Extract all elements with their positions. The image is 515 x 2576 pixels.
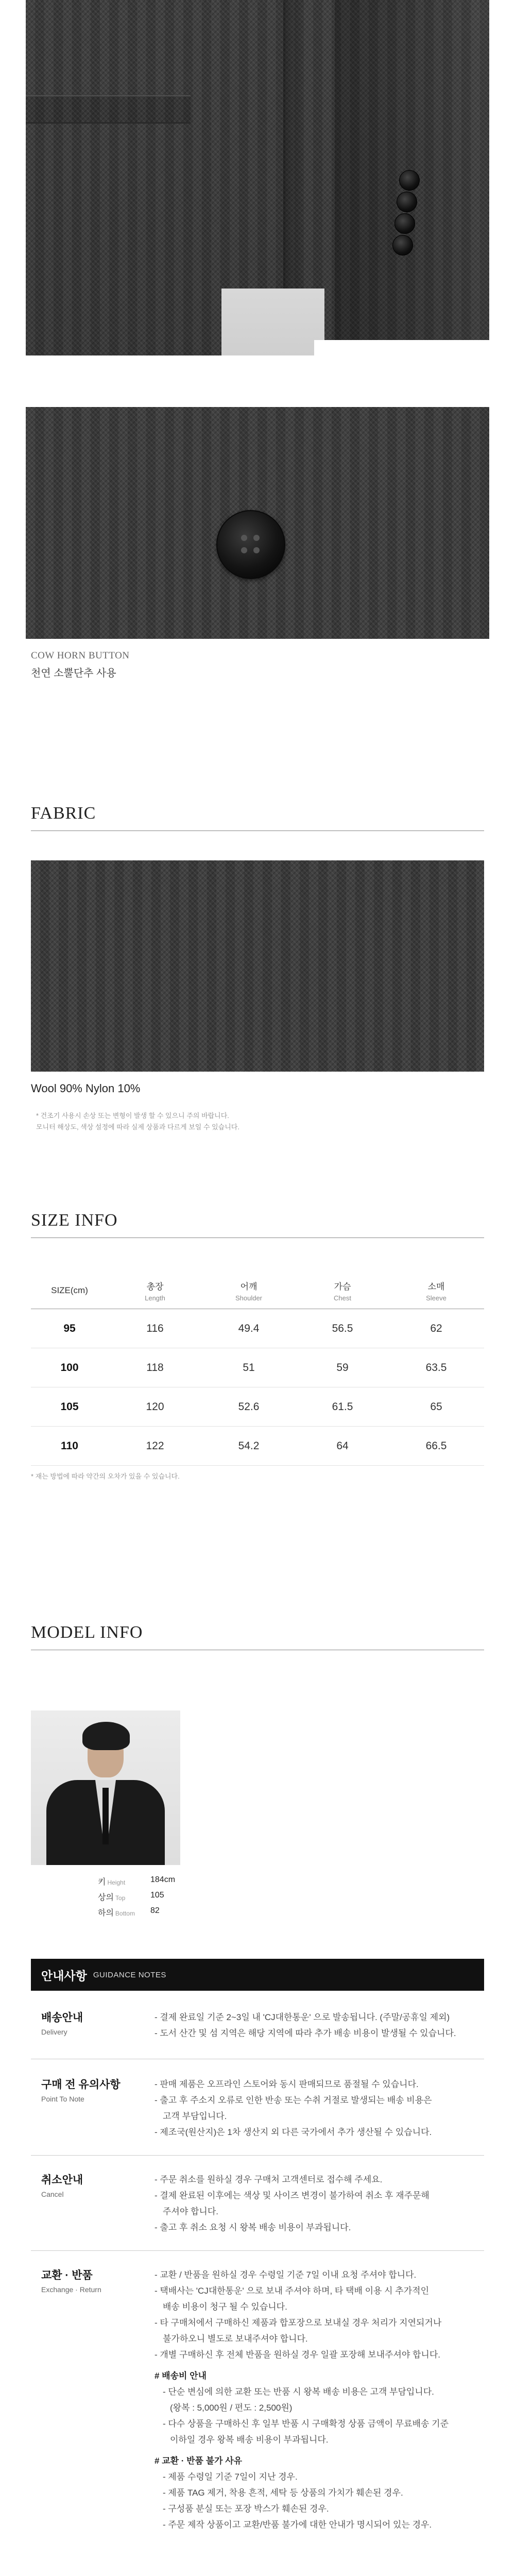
- button-caption-en: COW HORN BUTTON: [31, 650, 130, 661]
- guidance-cancel: 취소안내 Cancel - 주문 취소를 원하실 경우 구매처 고객센터로 접수해 주세요. - 결제 완료된 이후에는 색상 및 사이즈 변경이 불가하여 취소 후 재주문해 주셔야 합니다. - 출고 후 취소 요청 시 왕복 배송 비용이 부과됩니다.: [41, 2174, 430, 2232]
- fabric-composition: Wool 90% Nylon 10%: [31, 1082, 141, 1095]
- size-table: [31, 1273, 484, 1466]
- sleeve-button: [397, 192, 417, 212]
- horn-button: [216, 510, 285, 579]
- size-table-header: SIZE(cm) 총장 Length 어깨 Shoulder 가슴 Chest 소매 Sleeve: [31, 1273, 484, 1309]
- guidance-header: [31, 1959, 484, 1991]
- size-note: * 재는 방법에 따라 약간의 오차가 있을 수 있습니다.: [31, 1472, 180, 1480]
- model-photo: [31, 1710, 180, 1865]
- size-info-title: SIZE INFO: [31, 1211, 118, 1230]
- guidance-point-to-note: 구매 전 유의사항 Point To Note - 판매 제품은 오프라인 스토어와 동시 판매되므로 품절될 수 있습니다. - 출고 후 주소지 오류로 인한 반송 또는 수취 거절로 발생되는 배송 비용은 고객 부담입니다. - 제조국(원산지)은 1차 생산지 외 다른 국가에서 추가 생산될 수 있습니다.: [41, 2079, 432, 2137]
- fabric-note: * 건조기 사용시 손상 또는 변형이 발생 할 수 있으니 주의 바랍니다. 모니터 해상도, 색상 설정에 따라 실제 상품과 다르게 보일 수 있습니다.: [36, 1112, 239, 1131]
- flap-pocket: [26, 95, 191, 124]
- sleeve-button: [394, 213, 415, 234]
- cow-horn-button-closeup-photo: [26, 407, 489, 639]
- guidance-title-en: GUIDANCE NOTES: [93, 1970, 166, 1979]
- model-height-label: 키 Height: [98, 1878, 126, 1887]
- sleeve-button: [399, 170, 420, 191]
- fabric-title: FABRIC: [31, 804, 96, 823]
- model-info-title: MODEL INFO: [31, 1623, 143, 1642]
- model-top-value: 105: [150, 1891, 164, 1900]
- guidance-title: 안내사항: [41, 1969, 87, 1982]
- table-row: 100 118 51 59 63.5: [31, 1348, 484, 1387]
- table-row: 110 122 54.2 64 66.5: [31, 1427, 484, 1466]
- herringbone-fabric-closeup-photo: [31, 860, 484, 1072]
- table-row: 95 116 49.4 56.5 62: [31, 1309, 484, 1348]
- model-bottom-value: 82: [150, 1906, 160, 1915]
- sleeve-button: [392, 235, 413, 256]
- jacket-sleeve-detail-photo: [26, 0, 489, 355]
- button-caption-ko: 천연 소뿔단추 사용: [31, 668, 116, 679]
- guidance-exchange-return: 교환 · 반품 Exchange · Return - 교환 / 반품을 원하실 경우 수령일 기준 7일 이내 요청 주셔야 합니다. - 택배사는 'CJ대한통운' 으로 보내 주셔야 하며, 타 택배 이용 시 추가적인 배송 비용이 청구 될 수 있습니다. - 타 구매처에서 구매하신 제품과 합포장으로 보내실 경우 처리가 지연되거나 불가하오니 별도로 보내주셔야 합니다. - 개별 구매하신 후 전체 반품을 원하실 경우 일괄 포장해 보내주셔야 합니다. # 배송비 안내 - 단순 변심에 의한 교환 또는 반품 시 왕복 배송 비용은 고객 부담입니다. (왕복 : 5,000원 / 편도 : 2,500원) - 다수 상품을 구매하신 후 일부 반품 시 구매확정 상품 금액이 무료배송 기준 이하일 경우 왕복 배송 비용이 부과됩니다. # 교환 · 반품 불가 사유 - 제품 수령일 기준 7일이 지난 경우. - 제품 TAG 제거, 착용 흔적, 세탁 등 상품의 가치가 훼손된 경우. - 구성품 분실 또는 포장 박스가 훼손된 경우. - 주문 제작 상품이고 교환/반품 불가에 대한 안내가 명시되어 있는 경우.: [41, 2269, 449, 2530]
- guidance-delivery: 배송안내 Delivery - 결제 완료일 기준 2~3일 내 'CJ대한통운' 으로 발송됩니다. (주말/공휴일 제외) - 도서 산간 및 섬 지역은 해당 지역에 따라 추가 배송 비용이 발생될 수 있습니다.: [41, 2012, 456, 2038]
- model-top-label: 상의 Top: [98, 1893, 126, 1902]
- table-row: 105 120 52.6 61.5 65: [31, 1387, 484, 1427]
- model-height-value: 184cm: [150, 1875, 176, 1884]
- model-bottom-label: 하의 Bottom: [98, 1909, 135, 1918]
